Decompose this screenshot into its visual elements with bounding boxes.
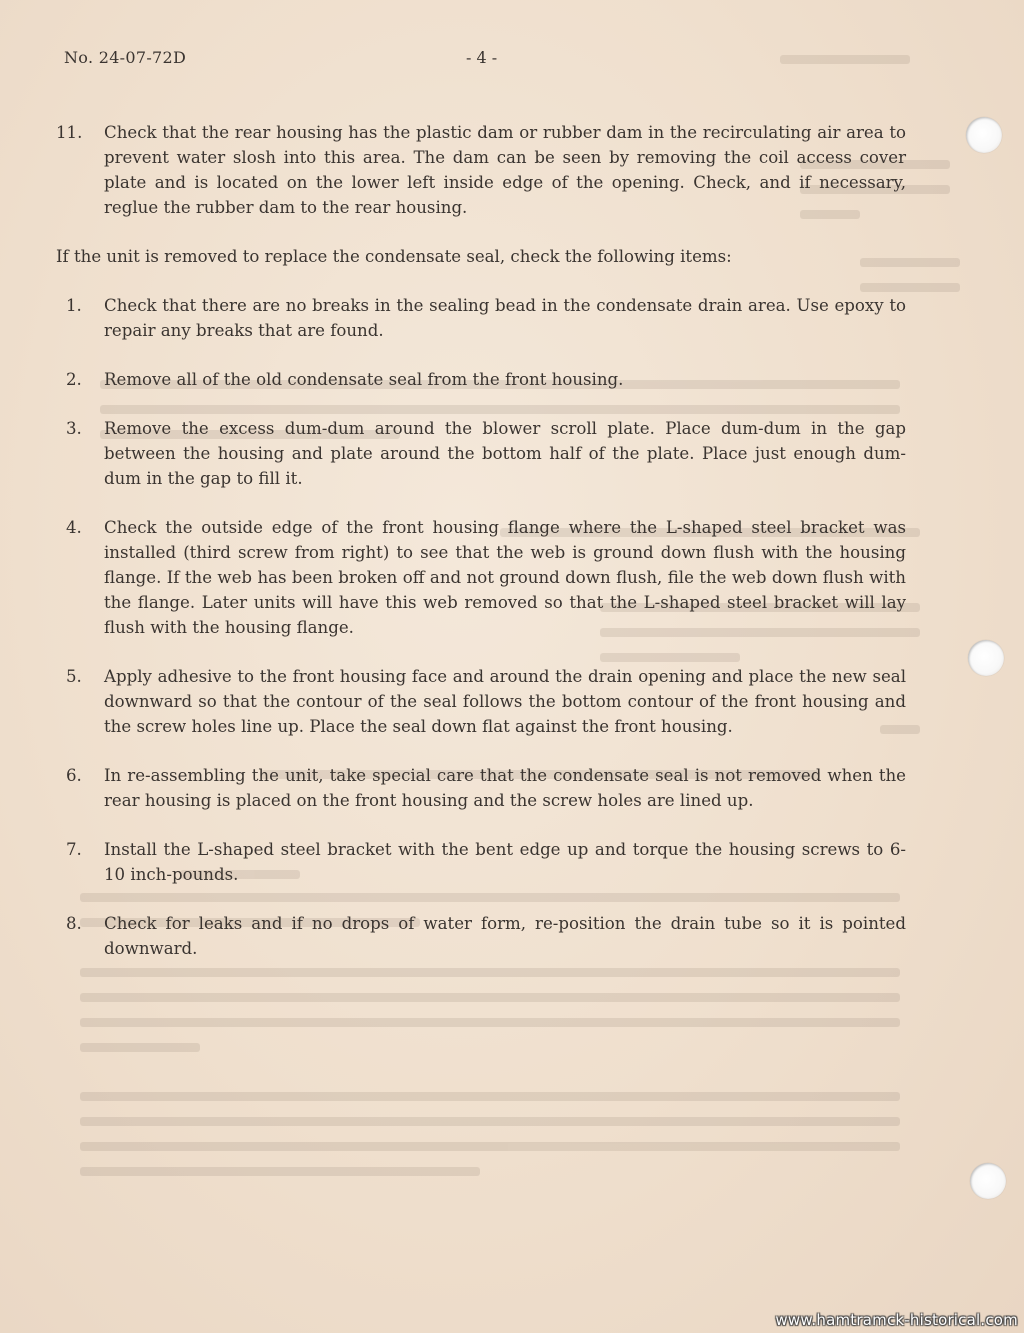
site-watermark: www.hamtramck-historical.com: [775, 1311, 1018, 1329]
list-item: [56, 664, 906, 739]
list-item: [56, 911, 906, 961]
list-item-11: [56, 120, 906, 220]
item-number: 7.: [66, 840, 82, 859]
item-number: 3.: [66, 419, 82, 438]
item-text: Remove all of the old condensate seal from the front housing.: [104, 370, 624, 389]
item-number: 11.: [56, 123, 83, 142]
document-number: No. 24-07-72D: [64, 48, 187, 67]
item-text: Check the outside edge of the front housing flange where the L-shaped steel bracket was installed (third screw from right) to see that the web is ground down flush with the housing flange. If the web has been broken off and not ground down flush, file the web down flush with the flange. Later units will have this web removed so that the L-shaped steel bracket will lay flush with the housing flange.: [104, 518, 906, 637]
list-item: [56, 763, 906, 813]
page-number: - 4 -: [466, 48, 498, 67]
list-item: [56, 416, 906, 491]
item-number: 4.: [66, 518, 82, 537]
item-number: 8.: [66, 914, 82, 933]
item-text: Check for leaks and if no drops of water form, re-position the drain tube so it is pointed downward.: [104, 914, 906, 958]
item-number: 5.: [66, 667, 82, 686]
list-item: [56, 367, 906, 392]
item-text: Remove the excess dum-dum around the blower scroll plate. Place dum-dum in the gap between the housing and plate around the bottom half of the plate. Place just enough dum-dum in the gap to fill it.: [104, 419, 906, 488]
list-item: [56, 293, 906, 343]
binder-hole-top: [966, 117, 1002, 153]
binder-hole-bottom: [970, 1163, 1006, 1199]
item-text: Install the L-shaped steel bracket with the bent edge up and torque the housing screws to 6-10 inch-pounds.: [104, 840, 906, 884]
document-body: [56, 120, 906, 985]
list-item: [56, 515, 906, 640]
item-text: Check that the rear housing has the plastic dam or rubber dam in the recirculating air area to prevent water slosh into this area. The dam can be seen by removing the coil access cover plate and is located on the lower left inside edge of the opening. Check, and if necessary, reglue the rubber dam to the rear housing.: [104, 123, 906, 217]
item-number: 2.: [66, 370, 82, 389]
item-text: In re-assembling the unit, take special care that the condensate seal is not removed when the rear housing is placed on the front housing and the screw holes are lined up.: [104, 766, 906, 810]
page-header: [64, 48, 964, 72]
item-text: Check that there are no breaks in the sealing bead in the condensate drain area. Use epoxy to repair any breaks that are found.: [104, 296, 906, 340]
item-number: 1.: [66, 296, 82, 315]
list-item: [56, 837, 906, 887]
item-text: Apply adhesive to the front housing face and around the drain opening and place the new seal downward so that the contour of the seal follows the bottom contour of the front housing and the screw holes line up. Place the seal down flat against the front housing.: [104, 667, 906, 736]
section-intro: If the unit is removed to replace the condensate seal, check the following items:: [56, 247, 732, 266]
binder-hole-middle: [968, 640, 1004, 676]
item-number: 6.: [66, 766, 82, 785]
